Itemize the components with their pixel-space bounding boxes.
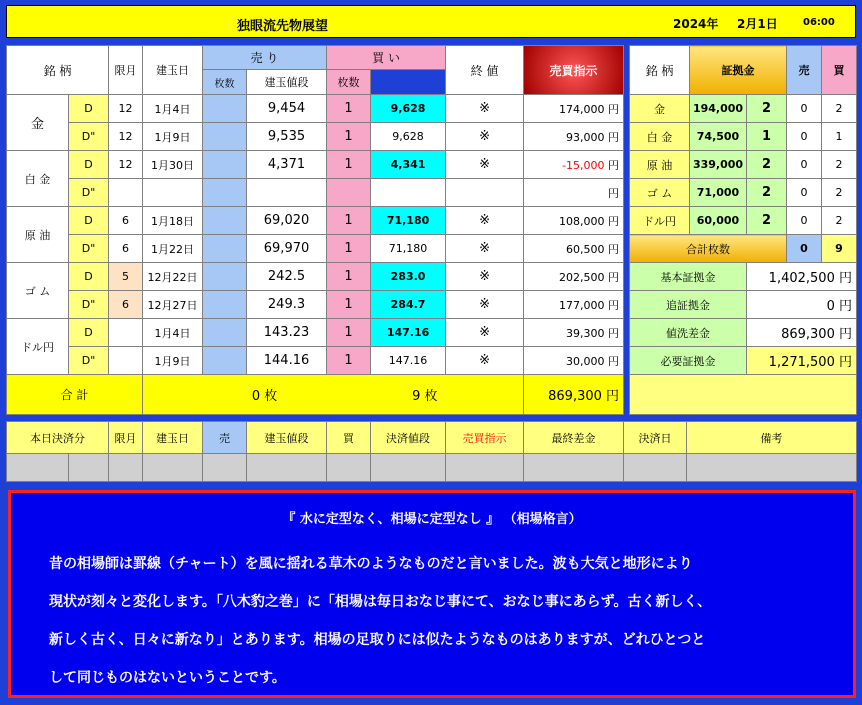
sell-cell[interactable] <box>203 207 247 235</box>
margin-row: ドル円 60,000 2 0 2 <box>630 207 857 235</box>
col-owarine: 終 値 <box>446 46 524 95</box>
message-panel <box>8 490 856 698</box>
header-year: 2024年 <box>673 17 719 31</box>
margin-total-buy: 9 <box>822 235 857 263</box>
shiji-button[interactable]: 売買指示 <box>524 46 624 95</box>
settle-col-tategyoku-nedan: 建玉値段 <box>247 422 327 454</box>
margin-col-uri: 売 <box>787 46 822 95</box>
group-label: ゴ ム <box>7 263 69 319</box>
group-label: 白 金 <box>7 151 69 207</box>
settle-col-biko: 備考 <box>687 422 857 454</box>
col-kai: 買 い <box>327 46 446 70</box>
header-time: 06:00 <box>803 17 835 28</box>
total-row: 合 計 0 枚 9 枚 869,300 円 <box>7 375 624 415</box>
settlement-table <box>6 421 857 482</box>
message-line: 現状が刻々と変化します。「八木豹之巻」に「相場は毎日おなじ事にて、おなじ事にあらず。古く新しく、 <box>49 594 712 610</box>
settle-col-gengetsu: 限月 <box>109 422 143 454</box>
settle-col-kessaibi: 決済日 <box>624 422 687 454</box>
settle-col-kai: 買 <box>327 422 371 454</box>
table-row: 原 油 D 6 1月18日 69,020 1 71,180 ※ 108,000 円 <box>7 207 624 235</box>
message-title: 『 水に定型なく、相場に定型なし 』 （相場格言） <box>282 512 582 527</box>
group-label: 原 油 <box>7 207 69 263</box>
margin-row: 原 油 339,000 2 0 2 <box>630 151 857 179</box>
settle-col-kessai-nedan: 決済値段 <box>371 422 446 454</box>
settle-col-honjitsu: 本日決済分 <box>7 422 109 454</box>
col-uri: 売 り <box>203 46 327 70</box>
group-label: ドル円 <box>7 319 69 375</box>
col-tategyokubi: 建玉日 <box>143 46 203 95</box>
margin-row: 白 金 74,500 1 0 1 <box>630 123 857 151</box>
summary-row: 追証拠金 0 円 <box>630 291 857 319</box>
col-tategyoku-nedan: 建玉値段 <box>247 70 327 95</box>
total-buy: 9 枚 <box>327 375 524 415</box>
margin-total-row <box>630 235 857 263</box>
summary-row: 値洗差金 869,300 円 <box>630 319 857 347</box>
margin-col-kai: 買 <box>822 46 857 95</box>
table-row: D" 6 1月22日 69,970 1 71,180 ※ 60,500 円 <box>7 235 624 263</box>
sell-cell[interactable] <box>203 263 247 291</box>
margin-row: ゴ ム 71,000 2 0 2 <box>630 179 857 207</box>
col-gengetsu: 限月 <box>109 46 143 95</box>
message-line: して同じものはないということです。 <box>49 670 286 686</box>
table-row: 白 金 D 12 1月30日 4,371 1 4,341 ※ -15,000 円 <box>7 151 624 179</box>
page-title: 独眼流先物展望 <box>237 19 329 34</box>
settle-col-uri: 売 <box>203 422 247 454</box>
sell-cell[interactable] <box>203 95 247 123</box>
total-amount: 869,300 <box>548 389 602 404</box>
margin-blank <box>630 375 857 415</box>
margin-row: 金 194,000 2 0 2 <box>630 95 857 123</box>
table-row: ゴ ム D 5 12月22日 242.5 1 283.0 ※ 202,500 円 <box>7 263 624 291</box>
settle-row <box>7 454 857 482</box>
col-kai-maisu: 枚数 <box>327 70 371 95</box>
message-line: 昔の相場師は罫線（チャート）を風に揺れる草木のようなものだと言いました。波も大気と地形により <box>49 556 693 572</box>
table-row: D" 円 <box>7 179 624 207</box>
summary-row: 基本証拠金 1,402,500 円 <box>630 263 857 291</box>
sell-cell[interactable] <box>203 179 247 207</box>
table-row: D" 12 1月9日 9,535 1 9,628 ※ 93,000 円 <box>7 123 624 151</box>
margin-total-label: 合計枚数 <box>630 235 787 263</box>
settle-col-shiji: 売買指示 <box>446 422 524 454</box>
settle-col-saishu: 最終差金 <box>524 422 624 454</box>
col-uri-maisu: 枚数 <box>203 70 247 95</box>
header-bar <box>6 5 856 38</box>
table-row: D" 1月9日 144.16 1 147.16 ※ 30,000 円 <box>7 347 624 375</box>
margin-total-sell: 0 <box>787 235 822 263</box>
sell-cell[interactable] <box>203 151 247 179</box>
sell-cell[interactable] <box>203 319 247 347</box>
table-row: 金 D 12 1月4日 9,454 1 9,628 ※ 174,000 円 <box>7 95 624 123</box>
margin-col-meigara: 銘 柄 <box>630 46 690 95</box>
col-meigara: 銘 柄 <box>7 46 109 95</box>
shokokin-button[interactable]: 証拠金 <box>690 46 787 95</box>
margin-table <box>629 45 857 415</box>
sell-cell[interactable] <box>203 123 247 151</box>
message-line: 新しく古く、日々に新なり」とあります。相場の足取りには似たようなものはありますが、どれひとつと <box>49 632 706 648</box>
settle-col-tategyokubi: 建玉日 <box>143 422 203 454</box>
summary-row: 必要証拠金 1,271,500 円 <box>630 347 857 375</box>
sell-cell[interactable] <box>203 347 247 375</box>
total-sell: 0 枚 <box>203 375 327 415</box>
header-date: 2月1日 <box>737 17 778 31</box>
sell-cell[interactable] <box>203 291 247 319</box>
total-label: 合 計 <box>7 375 143 415</box>
table-row: D" 6 12月27日 249.3 1 284.7 ※ 177,000 円 <box>7 291 624 319</box>
sell-cell[interactable] <box>203 235 247 263</box>
group-label: 金 <box>7 95 69 151</box>
positions-table <box>6 45 624 415</box>
table-row: ドル円 D 1月4日 143.23 1 147.16 ※ 39,300 円 <box>7 319 624 347</box>
